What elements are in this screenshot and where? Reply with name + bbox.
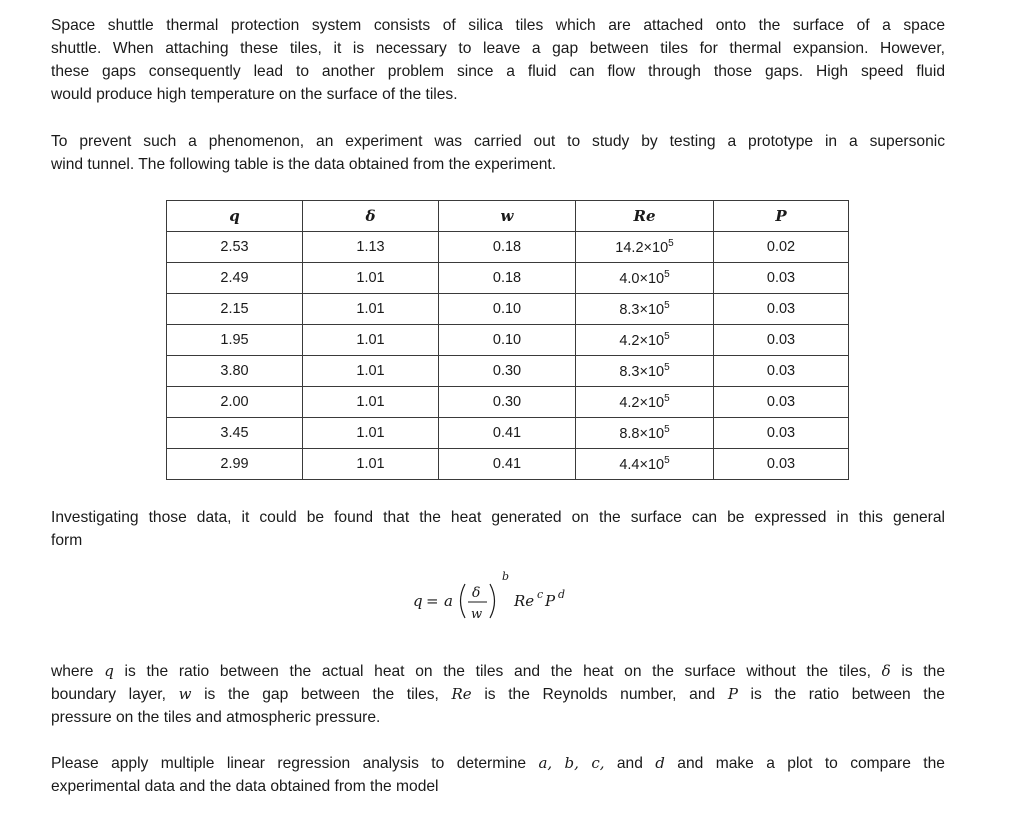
- text-span: is the ratio between the actual heat on the tiles and the heat on the surface without the tiles,: [124, 663, 871, 680]
- text-span: and make a plot to compare the: [677, 755, 945, 772]
- symbol-p: P: [727, 685, 738, 703]
- right-paren: [490, 584, 495, 618]
- symbol-delta: δ: [881, 662, 891, 680]
- text-line: To prevent such a phenomenon, an experiment was carried out to study by testing a prototype in a supersonic: [51, 133, 945, 150]
- left-paren: [461, 584, 466, 618]
- formula-w: w: [471, 607, 483, 622]
- text-span: is the: [901, 663, 945, 680]
- cell-q: 2.15: [167, 294, 303, 325]
- re-base: ×10: [639, 302, 665, 318]
- cell-q: 2.49: [167, 263, 303, 294]
- text-line: these gaps consequently lead to another problem since a fluid can flow through those gaps. High speed fluid: [51, 63, 945, 80]
- re-mantissa: 4.2: [619, 395, 640, 411]
- text-span: is the Reynolds number, and: [484, 686, 716, 703]
- re-base: ×10: [639, 395, 665, 411]
- re-mantissa: 4.0: [619, 271, 640, 287]
- cell-delta: 1.01: [303, 356, 439, 387]
- cell-w: 0.10: [439, 294, 576, 325]
- text-span: is the ratio between the: [750, 686, 945, 703]
- re-exponent: 5: [664, 393, 670, 404]
- cell-re: [576, 356, 714, 387]
- symbol-q: q: [104, 662, 114, 680]
- cell-delta: 1.13: [303, 232, 439, 263]
- re-mantissa: 8.3: [619, 364, 640, 380]
- cell-q: 2.00: [167, 387, 303, 418]
- cell-w: 0.30: [439, 356, 576, 387]
- cell-p: 0.03: [714, 356, 849, 387]
- table-row: [167, 356, 849, 387]
- intro-paragraph-1: [51, 14, 945, 106]
- symbol-a: a,: [538, 754, 553, 772]
- re-exponent: 5: [668, 238, 674, 249]
- cell-p: 0.03: [714, 387, 849, 418]
- heat-formula: [410, 566, 600, 628]
- re-base: ×10: [639, 333, 665, 349]
- table-row: [167, 418, 849, 449]
- header-q: q: [167, 201, 303, 232]
- table-header-row: [167, 201, 849, 232]
- cell-delta: 1.01: [303, 325, 439, 356]
- symbol-w: w: [178, 685, 192, 703]
- symbol-d: d: [655, 754, 665, 772]
- table-row: [167, 449, 849, 480]
- text-span: where: [51, 663, 94, 680]
- cell-re: [576, 294, 714, 325]
- formula-equals: =: [426, 592, 439, 610]
- re-base: ×10: [639, 426, 665, 442]
- cell-w: 0.18: [439, 232, 576, 263]
- cell-w: 0.10: [439, 325, 576, 356]
- re-exponent: 5: [664, 424, 670, 435]
- text-line: Space shuttle thermal protection system consists of silica tiles which are attached onto the surface of a space: [51, 17, 945, 34]
- cell-p: 0.03: [714, 449, 849, 480]
- cell-re: [576, 418, 714, 449]
- cell-q: 2.99: [167, 449, 303, 480]
- text-line: [51, 752, 945, 775]
- table-row: [167, 387, 849, 418]
- formula-re: Re: [514, 592, 535, 610]
- cell-re: [576, 325, 714, 356]
- task-paragraph: [51, 752, 945, 798]
- experiment-data-table: [166, 200, 849, 480]
- symbol-re: Re: [451, 685, 472, 703]
- table-row: [167, 232, 849, 263]
- re-exponent: 5: [664, 362, 670, 373]
- re-base: ×10: [643, 240, 669, 256]
- re-base: ×10: [639, 457, 665, 473]
- text-line: [51, 683, 945, 706]
- text-span: is the gap between the tiles,: [204, 686, 439, 703]
- cell-p: 0.03: [714, 418, 849, 449]
- text-span: Please apply multiple linear regression analysis to determine: [51, 755, 527, 772]
- cell-delta: 1.01: [303, 418, 439, 449]
- cell-delta: 1.01: [303, 263, 439, 294]
- text-line: form: [51, 532, 83, 549]
- cell-delta: 1.01: [303, 449, 439, 480]
- symbol-c: c,: [591, 754, 605, 772]
- symbol-b: b,: [564, 754, 579, 772]
- cell-q: 2.53: [167, 232, 303, 263]
- formula-delta: δ: [472, 585, 481, 601]
- text-line: [51, 660, 945, 683]
- re-mantissa: 8.3: [619, 302, 640, 318]
- re-base: ×10: [639, 271, 665, 287]
- header-p: P: [714, 201, 849, 232]
- formula-exp-d: d: [558, 588, 566, 601]
- text-span: boundary layer,: [51, 686, 166, 703]
- cell-p: 0.02: [714, 232, 849, 263]
- cell-q: 1.95: [167, 325, 303, 356]
- cell-p: 0.03: [714, 294, 849, 325]
- formula-a: a: [444, 592, 453, 610]
- intro-paragraph-2: [51, 130, 945, 176]
- cell-w: 0.41: [439, 418, 576, 449]
- text-line: experimental data and the data obtained from the model: [51, 778, 439, 795]
- cell-p: 0.03: [714, 325, 849, 356]
- cell-delta: 1.01: [303, 294, 439, 325]
- table-row: [167, 325, 849, 356]
- header-w: w: [439, 201, 576, 232]
- cell-w: 0.18: [439, 263, 576, 294]
- re-base: ×10: [639, 364, 665, 380]
- table-row: [167, 294, 849, 325]
- header-delta: δ: [303, 201, 439, 232]
- re-mantissa: 4.4: [619, 457, 640, 473]
- cell-p: 0.03: [714, 263, 849, 294]
- re-mantissa: 14.2: [615, 240, 644, 256]
- cell-delta: 1.01: [303, 387, 439, 418]
- cell-re: [576, 387, 714, 418]
- re-mantissa: 4.2: [619, 333, 640, 349]
- cell-q: 3.45: [167, 418, 303, 449]
- table-row: [167, 263, 849, 294]
- cell-re: [576, 232, 714, 263]
- formula-p: P: [545, 592, 556, 610]
- table-body: [167, 232, 849, 480]
- definitions-paragraph: [51, 660, 945, 729]
- text-line: wind tunnel. The following table is the data obtained from the experiment.: [51, 156, 557, 173]
- cell-re: [576, 449, 714, 480]
- cell-w: 0.30: [439, 387, 576, 418]
- cell-q: 3.80: [167, 356, 303, 387]
- investigation-paragraph: [51, 506, 945, 552]
- text-line: shuttle. When attaching these tiles, it is necessary to leave a gap between tiles for thermal expansion. However,: [51, 40, 945, 57]
- text-span: and: [616, 755, 643, 772]
- text-line: Investigating those data, it could be found that the heat generated on the surface can be expressed in this general: [51, 509, 945, 526]
- header-re: Re: [576, 201, 714, 232]
- cell-re: [576, 263, 714, 294]
- formula-exp-b: b: [502, 570, 510, 583]
- formula-q: q: [413, 592, 423, 610]
- re-exponent: 5: [664, 300, 670, 311]
- formula-exp-c: c: [537, 588, 544, 601]
- re-mantissa: 8.8: [619, 426, 640, 442]
- text-line: would produce high temperature on the surface of the tiles.: [51, 86, 458, 103]
- text-line: pressure on the tiles and atmospheric pressure.: [51, 709, 381, 726]
- re-exponent: 5: [664, 269, 670, 280]
- cell-w: 0.41: [439, 449, 576, 480]
- re-exponent: 5: [664, 455, 670, 466]
- re-exponent: 5: [664, 331, 670, 342]
